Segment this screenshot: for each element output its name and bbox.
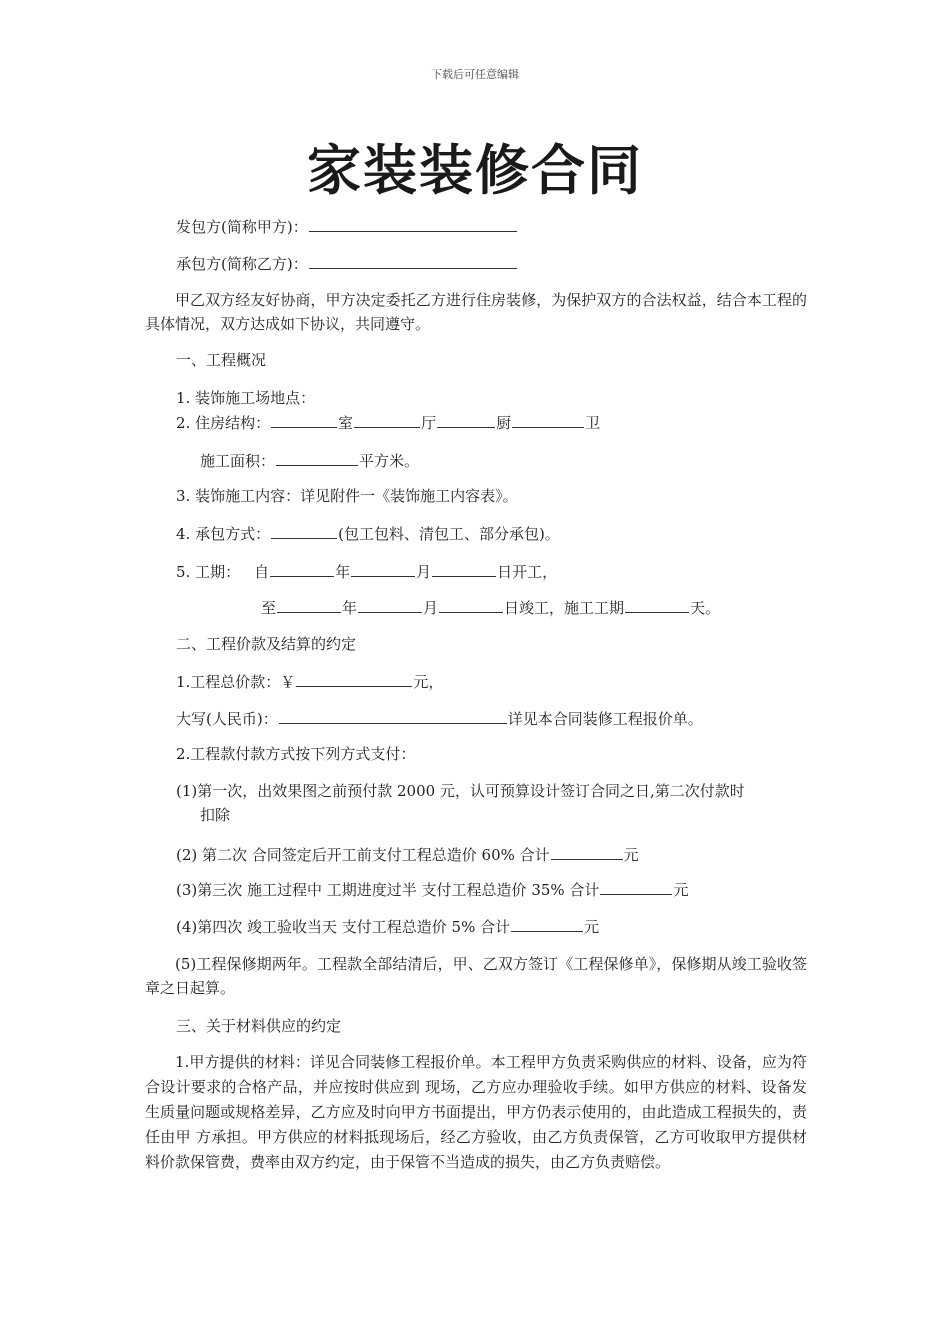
- payment-4-blank: [511, 916, 583, 932]
- contract-mode-blank: [271, 523, 337, 539]
- start-year-label: 年: [335, 563, 351, 581]
- kitchen-label: 厨: [496, 414, 512, 432]
- payment-1-line2: 扣除: [200, 806, 231, 824]
- party-a-line: [176, 216, 518, 237]
- end-day-blank: [439, 597, 503, 613]
- total-price-blank: [296, 671, 412, 687]
- from-label: 自: [254, 563, 270, 581]
- hall-label: 厅: [421, 414, 437, 432]
- start-month-label: 月: [416, 563, 432, 581]
- duration-blank: [625, 597, 689, 613]
- duration-unit: 天。: [690, 599, 721, 617]
- document-title: 家装装修合同: [307, 139, 643, 202]
- end-month-label: 月: [423, 599, 439, 617]
- payment-4: [176, 916, 599, 937]
- payment-3-blank: [600, 879, 672, 895]
- contract-mode-label: 4. 承包方式：: [176, 525, 271, 543]
- section1-item5-start: [176, 561, 557, 582]
- section1-item5-end: [261, 597, 720, 618]
- payment-1-line1: (1)第一次，出效果图之前预付款 2000 元，认可预算设计签订合同之日,第二次付款时: [176, 782, 745, 800]
- payment-3: [176, 879, 688, 900]
- party-a-label: 发包方(简称甲方)：: [176, 218, 308, 236]
- total-price-line: [176, 671, 443, 692]
- payment-4-unit: 元: [584, 918, 600, 936]
- end-year-blank: [277, 597, 341, 613]
- start-year-blank: [270, 561, 334, 577]
- party-a-blank: [309, 216, 517, 232]
- payment-2-text: (2) 第二次 合同签定后开工前支付工程总造价 60% 合计: [176, 846, 550, 864]
- area-line: [200, 450, 419, 471]
- hall-blank: [354, 412, 420, 428]
- capital-amount-line: [176, 708, 703, 729]
- area-unit: 平方米。: [359, 452, 420, 470]
- room-label: 室: [338, 414, 354, 432]
- payment-method: 2.工程款付款方式按下列方式支付：: [176, 745, 416, 763]
- to-label: 至: [261, 599, 277, 617]
- section2-heading: 二、工程价款及结算的约定: [176, 635, 357, 653]
- bath-label: 卫: [585, 414, 601, 432]
- intro-paragraph: 甲乙双方经友好协商，甲方决定委托乙方进行住房装修，为保护双方的合法权益，结合本工程的具体情况，双方达成如下协议，共同遵守。: [145, 291, 807, 333]
- period-label: 5. 工期：: [176, 563, 241, 581]
- total-price-label: 1.工程总价款：￥: [176, 673, 296, 691]
- section3-item1: 1.甲方提供的材料：详见合同装修工程报价单。本工程甲方负责采购供应的材料、设备，应为符合设计要求的合格产品，并应按时供应到 现场，乙方应办理验收手续。如甲方供应的材料、设备发生质量问题或规格差异，乙方应及时向甲方书面提出，甲方仍表示使用的，由此造成工程损失的，责任由甲 方承担。甲方供应的材料抵现场后，经乙方验收，由乙方负责保管，乙方可收取甲方提供材料价款保管费，费率由双方约定，由于保管不当造成的损失，由乙方负责赔偿。: [145, 1053, 807, 1171]
- payment-3-text: (3)第三次 施工过程中 工期进度过半 支付工程总造价 35% 合计: [176, 881, 600, 899]
- start-day-blank: [432, 561, 496, 577]
- area-label: 施工面积：: [200, 452, 276, 470]
- start-month-blank: [351, 561, 415, 577]
- section1-item4: [176, 523, 560, 544]
- payment-2-unit: 元: [623, 846, 639, 864]
- section1-item3: 3. 装饰施工内容：详见附件一《装饰施工内容表》。: [176, 487, 518, 505]
- payment-4-text: (4)第四次 竣工验收当天 支付工程总造价 5% 合计: [176, 918, 511, 936]
- contract-mode-options: (包工包料、清包工、部分承包)。: [338, 525, 560, 543]
- section1-item2: [176, 412, 600, 433]
- capital-amount-label: 大写(人民币)：: [176, 710, 278, 728]
- capital-amount-blank: [279, 708, 507, 724]
- end-year-label: 年: [342, 599, 358, 617]
- kitchen-blank: [437, 412, 495, 428]
- bath-blank: [512, 412, 584, 428]
- warranty-paragraph: (5)工程保修期两年。工程款全部结清后，甲、乙双方签订《工程保修单》，保修期从竣工验收签章之日起算。: [145, 955, 807, 997]
- total-price-unit: 元，: [413, 673, 444, 691]
- capital-amount-note: 详见本合同装修工程报价单。: [507, 710, 703, 728]
- header-note: 下载后可任意编辑: [431, 68, 519, 81]
- structure-label: 2. 住房结构：: [176, 414, 271, 432]
- payment-3-unit: 元: [673, 881, 689, 899]
- payment-2: [176, 844, 639, 865]
- payment-2-blank: [551, 844, 623, 860]
- area-blank: [276, 450, 358, 466]
- party-b-line: [176, 253, 518, 274]
- party-b-label: 承包方(简称乙方)：: [176, 255, 308, 273]
- section1-item1: 1. 装饰施工场地点：: [176, 389, 316, 407]
- party-b-blank: [309, 253, 517, 269]
- section1-heading: 一、工程概况: [176, 351, 267, 369]
- end-month-blank: [358, 597, 422, 613]
- section3-heading: 三、关于材料供应的约定: [176, 1017, 342, 1035]
- room-blank: [271, 412, 337, 428]
- end-day-label: 日竣工，施工工期: [504, 599, 625, 617]
- start-day-label: 日开工，: [497, 563, 558, 581]
